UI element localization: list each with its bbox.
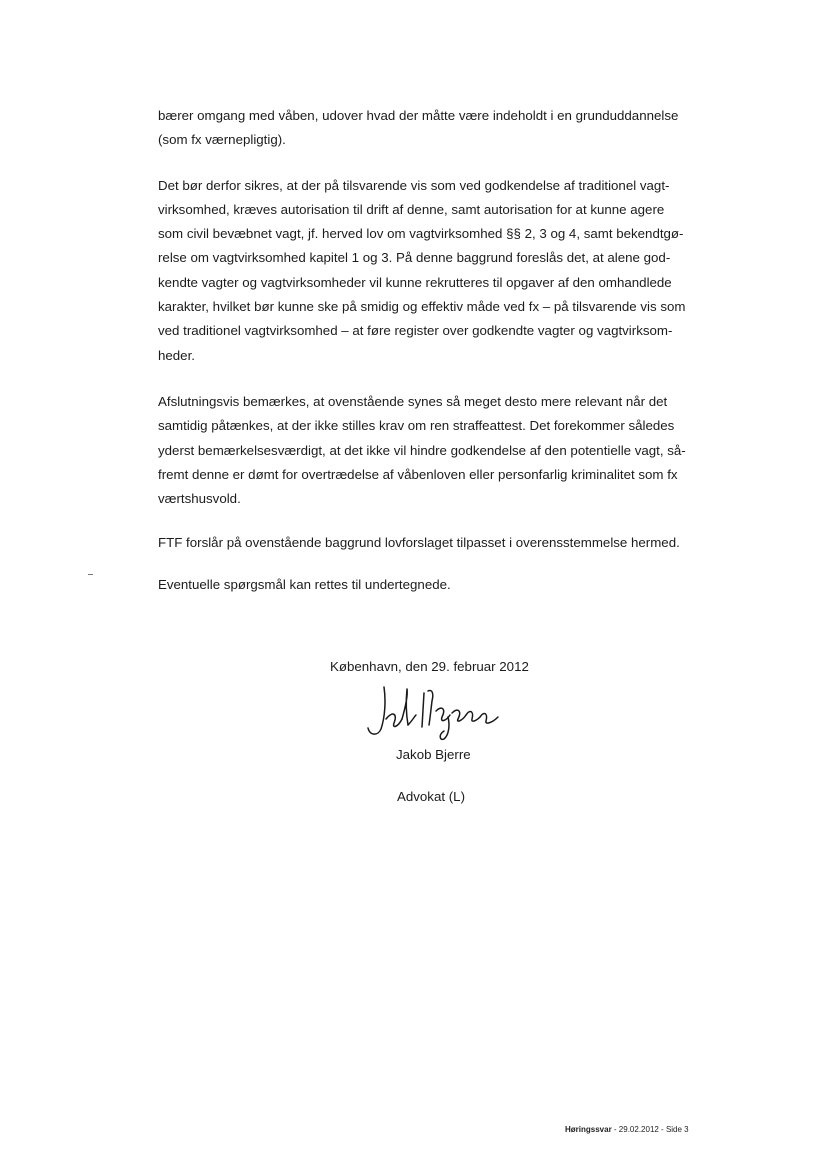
text-line: fremt denne er dømt for overtrædelse af våbenloven eller personfarlig kriminalitet som fx [158, 466, 678, 482]
page-footer [565, 1125, 689, 1134]
text-line: FTF forslår på ovenstående baggrund lovforslaget tilpasset i overensstemmelse hermed. [158, 535, 680, 551]
paragraph-criminal-record [158, 390, 720, 511]
handwritten-signature [362, 681, 512, 741]
paragraph-recommendation [158, 531, 720, 555]
signer-name: Jakob Bjerre [396, 747, 471, 762]
text-line: Det bør derfor sikres, at der på tilsvarende vis som ved godkendelse af traditionel vagt- [158, 177, 670, 193]
text-line: virksomhed, kræves autorisation til drift af denne, samt autorisation for at kunne agere [158, 201, 665, 217]
text-line: bærer omgang med våben, udover hvad der måtte være indeholdt i en grunduddannelse [158, 108, 679, 123]
signer-title: Advokat (L) [397, 789, 465, 804]
place-date: København, den 29. februar 2012 [330, 659, 529, 674]
footer-document-label: Høringssvar [565, 1125, 612, 1134]
text-line: som civil bevæbnet vagt, jf. herved lov om vagtvirksomhed §§ 2, 3 og 4, samt bekendtgø- [158, 226, 684, 242]
text-line: samtidig påtænkes, at der ikke stilles krav om ren straffeattest. Det forekommer således [158, 418, 675, 434]
text-line: ved traditionel vagtvirksomhed – at føre register over godkendte vagter og vagtvirksom- [158, 323, 673, 339]
text-line: relse om vagtvirksomhed kapitel 1 og 3. På denne baggrund foreslås det, at alene god- [158, 250, 671, 266]
text-line: heder. [158, 347, 195, 363]
text-line: værtshusvold. [158, 491, 241, 507]
scan-margin-mark [88, 574, 93, 575]
paragraph-questions [158, 573, 720, 597]
text-line: kendte vagter og vagtvirksomheder vil kunne rekrutteres til opgaver af den omhandlede [158, 274, 672, 290]
text-line: karakter, hvilket bør kunne ske på smidig og effektiv måde ved fx – på tilsvarende vis som [158, 299, 686, 315]
paragraph-weapons-training [158, 104, 720, 153]
paragraph-authorisation [158, 174, 720, 368]
footer-date-page: - 29.02.2012 - Side 3 [611, 1125, 689, 1134]
letter-body [158, 104, 720, 597]
text-line: Afslutningsvis bemærkes, at ovenstående synes så meget desto mere relevant når det [158, 393, 668, 409]
text-line: Eventuelle spørgsmål kan rettes til undertegnede. [158, 576, 451, 592]
text-line: (som fx værnepligtig). [158, 132, 286, 148]
text-line: yderst bemærkelsesværdigt, at det ikke vil hindre godkendelse af den potentielle vagt, så- [158, 442, 686, 458]
